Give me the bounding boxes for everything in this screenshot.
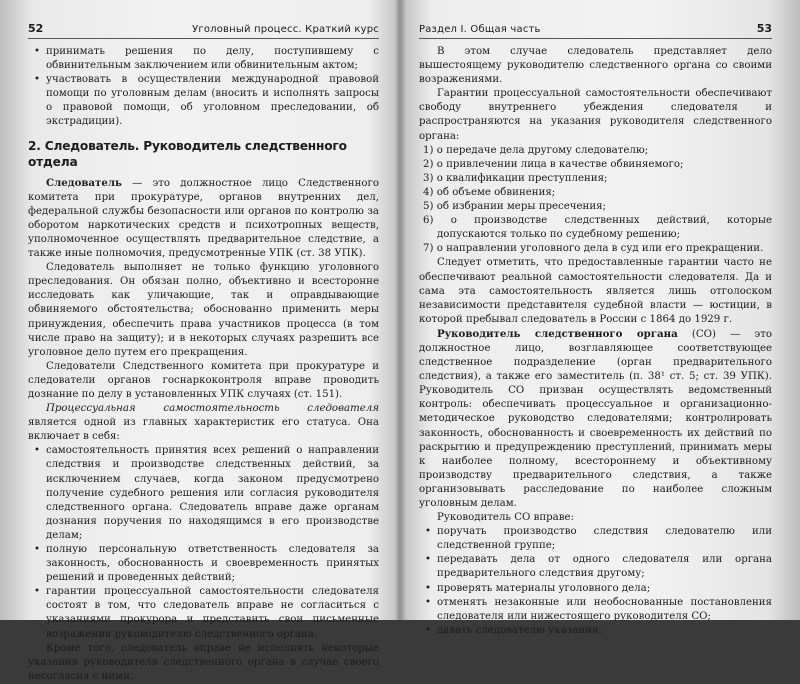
right-running-title: Раздел I. Общая часть xyxy=(419,24,541,35)
list-item: • проверять материалы уголовного дела; xyxy=(437,582,772,596)
list-item: • поручать производство следствия следователю или следственной группе; xyxy=(437,525,772,553)
list-item: 1) о передаче дела другому следователю; xyxy=(423,144,649,156)
list-item: • участвовать в осуществлении международной правовой помощи по уголовным делам (вносить и исполнять запросы о правовой помощи, об уголовном преследовании, об экстрадиции). xyxy=(46,73,379,129)
list-item: 2) о привлечении лица в качестве обвиняемого; xyxy=(423,158,684,170)
paragraph: В этом случае следователь представляет дело вышестоящему руководителю следственного органа со своими возражениями. xyxy=(419,46,772,86)
left-page xyxy=(0,0,397,682)
list-item: • отменять незаконные или необоснованные постановления следователя или нижестоящего руководителя СО; xyxy=(437,596,772,624)
term-autonomy: Процессуальная самостоятельность следователя xyxy=(46,403,379,415)
autonomy-text: является одной из главных характеристик его статуса. Она включает в себя: xyxy=(28,417,379,443)
list-item: 5) об избрании меры пресечения; xyxy=(423,201,606,213)
paragraph: Гарантии процессуальной самостоятельности обеспечивают свободу внутреннего убеждения следователя и распространяются на указания руководителя следственного органа: xyxy=(419,88,772,142)
left-running-title: Уголовный процесс. Краткий курс xyxy=(192,24,379,35)
right-page xyxy=(403,0,800,636)
definition-text: — это должностное лицо Следственного комитета при прокуратуре, органов внутренних дел, федеральной службы безопасности или органов по контролю за оборотом наркотических средств и психотропных веществ, уполномоченное осуществлять предварительное следствие, а также иные полномочия, предусмотренные УПК (ст. 38 УПК). xyxy=(28,177,379,260)
list-item: • давать следователю указания; xyxy=(437,624,772,638)
list-item: 7) о направлении уголовного дела в суд или его прекращении. xyxy=(423,243,764,255)
paragraph: Руководитель СО вправе: xyxy=(437,512,574,524)
list-item: • самостоятельность принятия всех решений о направлении следствия и производстве следственных действий, за исключением случаев, когда законом предусмотрено получение судебного решения или согласия руководителя следственного органа. Следователь вправе даже органам дознания поручения по находящимся в его производстве делам; xyxy=(46,444,379,543)
paragraph: Следователи Следственного комитета при прокуратуре и следователи органов госнаркоконтроля вправе проводить дознание по делу в установленных УПК случаях (ст. 151). xyxy=(28,360,379,400)
left-page-number: 52 xyxy=(28,22,44,35)
right-running-head xyxy=(419,22,772,39)
list-item: • гарантии процессуальной самостоятельности следователя состоят в том, что следователь вправе не согласиться с указаниями прокурора и представить свои письменные возражения руководителю следственного органа. xyxy=(46,585,379,641)
paragraph: Кроме того, следователь вправе не исполнять некоторые указания руководителя следственного органа в случае своего несогласия с ними. xyxy=(28,642,379,682)
paragraph-definition xyxy=(28,176,379,262)
list-item: 4) об объеме обвинения; xyxy=(423,186,556,198)
list-item: • принимать решения по делу, поступившему с обвинительным заключением или обвинительным актом; xyxy=(46,45,379,73)
list-item: 3) о квалификации преступления; xyxy=(423,172,608,184)
paragraph-definition xyxy=(419,327,772,511)
left-running-head xyxy=(28,22,379,39)
term-head-of-department: Руководитель следственного органа xyxy=(437,327,678,340)
right-bullet-list xyxy=(419,525,772,638)
list-item: 6) о производстве следственных действий, которые допускаются только по судебному решению; xyxy=(423,215,772,241)
term-sledovatel: Следователь xyxy=(46,176,122,189)
left-top-bullet-list xyxy=(28,45,379,130)
paragraph: Следует отметить, что предоставленные гарантии часто не обеспечивают реальной самостоятельности следователя. Да и сама эта самостоятельность является лишь отголоском независимости представителя судебной власти — юстиции, в которой пребывал следователь в России с 1864 до 1929 г. xyxy=(419,257,772,325)
list-item: • полную персональную ответственность следователя за законность, обоснованность и своевременность принятых решений и проведенных действий; xyxy=(46,543,379,585)
left-bullet-list xyxy=(28,444,379,641)
paragraph: Следователь выполняет не только функцию уголовного преследования. Он обязан полно, объективно и всесторонне исследовать как уличающие, так и оправдывающие обвиняемого обстоятельства; обоснованно применить меры принуждения, обеспечить права участников процесса (в том числе право на защиту); и в некоторых случаях разрешить все уголовное дело путем его прекращения. xyxy=(28,262,379,358)
section-heading: 2. Следователь. Руководитель следственного отдела xyxy=(28,138,347,169)
numbered-list xyxy=(419,144,772,257)
definition-text: (СО) — это должностное лицо, возглавляющее соответствующее следственное подразделение (орган предварительного следствия), а также его заместитель (п. 38¹ ст. 5; ст. 39 УПК). Руководитель СО призван осуществлять ведомственный контроль: обеспечивать процессуальное и организационно-методическое руководство следователями; контролировать законность, обоснованность и своевременность их действий по раскрытию и предупреждению преступлений, принимать меры к наиболее полному, всестороннему и объективному производству предварительного следствия, а также организовывать расследование по наиболее сложным уголовным делам. xyxy=(419,328,772,509)
paragraph-autonomy xyxy=(28,402,379,444)
list-item: • передавать дела от одного следователя или органа предварительного следствия другому; xyxy=(437,553,772,581)
right-page-number: 53 xyxy=(756,22,772,35)
